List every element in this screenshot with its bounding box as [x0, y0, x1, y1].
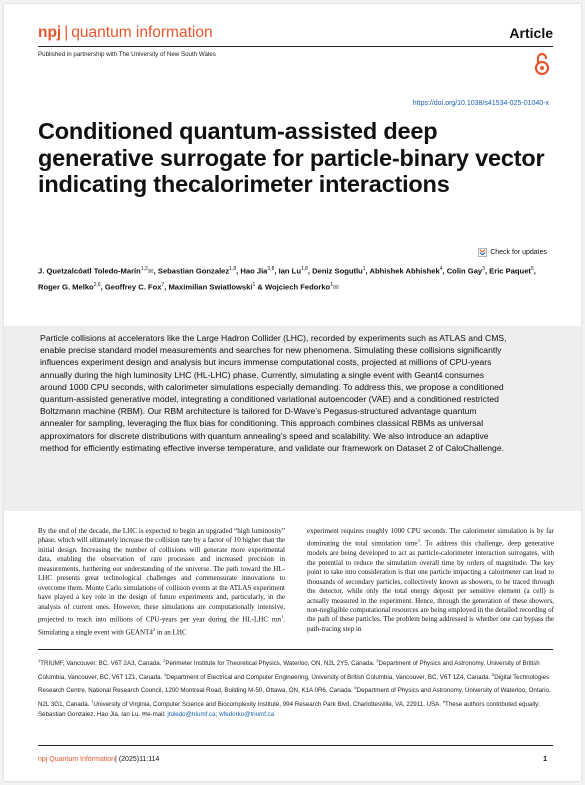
author-name[interactable]: Deniz Sogutlu [312, 266, 363, 276]
author-name[interactable]: Abhishek Abhishek [369, 266, 440, 276]
author-affiliation-ref: 1 [330, 281, 333, 288]
journal-name: quantum information [71, 24, 213, 41]
body-text: . To address this challenge, deep generative models are being developed to act as particle-calorimeter interaction surrogates, with the potential to reduce the simulation overall time by orders of magnitude. The key point to take into consideration is that one particle impacting a calorimeter can lead to thousands of secondary particles, collectively known as showers, to be traced through the detector, while only the total energy deposit per sensitive element (a cell) is actually measured in the experiment. Hence, through the generation of these showers, non-negligible computational resources are being employed in the detailed recording of the path of these particles. The problem being addressed is whether one can bypass the path-tracing step in [307, 539, 554, 633]
author-name[interactable]: Roger G. Melko [38, 282, 94, 292]
affiliation-number: 6 [354, 685, 357, 691]
author-name[interactable]: Colin Gay [446, 266, 483, 276]
footer-journal[interactable]: npj Quantum Information [38, 756, 116, 763]
affiliations-rule [38, 649, 553, 650]
author-separator: , [442, 266, 447, 276]
author-affiliation-ref: 3,8 [267, 266, 275, 272]
open-access-icon[interactable] [534, 52, 550, 76]
article-type-label: Article [509, 25, 553, 41]
body-text: experiment requires roughly 1000 CPU seconds. The calorimeter simulation is by far dominating the total simulation time [307, 527, 554, 548]
email-label: e-mail: [147, 711, 168, 719]
email-icon[interactable]: ✉ [332, 284, 339, 292]
citation-ref[interactable]: 2 [152, 626, 156, 632]
partnership-note: Published in partnership with The University of New South Wales [38, 51, 216, 58]
author-affiliation-ref: 4 [439, 266, 443, 272]
affiliation-text: These authors contributed equally: Sebastian Gonzalez, Hao Jia, Ian Lu. [38, 700, 540, 719]
journal-separator: | [64, 24, 69, 41]
citation-ref[interactable]: 1 [280, 614, 284, 620]
body-column-left [38, 527, 285, 638]
footer-citation [38, 756, 159, 763]
affiliation-number: 3 [376, 658, 379, 663]
journal-brand: npj [38, 24, 62, 41]
body-text: . Simulating a single event with GEANT4 [38, 615, 285, 637]
journal-logo[interactable] [38, 24, 213, 42]
email-link[interactable]: jtoledo@triumf.ca [167, 711, 216, 719]
author-name[interactable]: Wojciech Fedorko [264, 282, 331, 292]
author-name[interactable]: Maximilian Swiatlowski [168, 282, 253, 292]
affiliation-number: 8 [442, 698, 445, 704]
citation-ref[interactable]: 3 [417, 538, 420, 544]
article-page [4, 4, 581, 781]
email-link[interactable]: wfedorko@triumf.ca [219, 711, 275, 719]
affiliations [38, 656, 554, 721]
affiliation-number: 4 [164, 671, 167, 677]
check-for-updates-button[interactable] [478, 248, 547, 257]
affiliation-text: Department of Physics and Astronomy, University of Waterloo, Ontario, N2L 3G1, Canada. [38, 687, 551, 708]
author-affiliation-ref: 1 [362, 266, 366, 272]
footer-rule [38, 745, 553, 746]
author-name[interactable]: Sebastian Gonzalez [157, 266, 230, 276]
body-text: By the end of the decade, the LHC is expected to begin an upgraded “high luminosity” phase, which will ultimately increase the collision rate by a factor of 10 higher than the initial design. Increasing the number of collisions will generate more experimental data, enabling the observation of rare processes and increased precision in measurements, furthering our understanding of the universe. The path toward the HL-LHC presents great technological challenges and commensurate innovations to overcome them. Monte Carlo simulations of collision events at the ATLAS experiment have played a key role in the design of future experiments and, particularly, in the analysis of current ones. However, these simulations are computationally intensive, projected to reach into millions of CPU-years per year during the HL-LHC run [38, 527, 285, 624]
affiliation-text: Department of Electrical and Computer Engineering, University of British Columbia, Vancouver, BC, V6T 1Z4, Canada. [166, 673, 493, 681]
body-text: in an LHC [155, 628, 187, 637]
author-affiliation-ref: 5 [530, 266, 534, 272]
email-icon[interactable]: ✉ [141, 711, 148, 719]
affiliation-text: Perimeter Institute for Theoretical Physics, Waterloo, ON, N2L 2Y5, Canada. [165, 660, 377, 668]
journal-header [38, 24, 553, 46]
affiliation-text: University of Virginia, Computer Science and Biocomplexity Institute, 994 Research Park Blvd, Charlottesville, VA, 22911, USA. [93, 700, 443, 708]
author-name[interactable]: Geoffrey C. Fox [104, 282, 162, 292]
affiliation-number: 1 [38, 658, 41, 663]
author-name[interactable]: J. Quetzalcóatl Toledo-Marín [38, 266, 141, 276]
author-affiliation-ref: 1,2 [140, 266, 148, 272]
affiliation-text: Department of Physics and Astronomy, University of British Columbia, Vancouver, BC, V6T 1Z1, Canada. [38, 660, 540, 681]
abstract-text: Particle collisions at accelerators like the Large Hadron Collider (LHC), recorded by experiments such as ATLAS and CMS, enable precise standard model measurements and searches for new phenomena. Simulating these collisions significantly influences experiment design and analysis but incurs immense computational costs, projected at millions of CPU-years annually during the high luminosity LHC (HL-LHC) phase. Currently, simulating a single event with Geant4 consumes around 1000 CPU seconds, with calorimeter simulations especially demanding. To address this, we propose a conditioned quantum-assisted generative model, integrating a conditioned variational autoencoder (VAE) and a conditioned restricted Boltzmann machine (RBM). Our RBM architecture is tailored for D-Wave’s Pegasus-structured advantage quantum annealer for sampling, leveraging the flux bias for conditioning. This approach combines classical RBMs as universal approximators for discrete distributions with quantum annealing’s speed and scalability. We also introduce an adaptive method for efficiently estimating effective inverse temperature, and validate our framework on Dataset 2 of CaloChallenge. [40, 333, 507, 453]
author-separator: , [484, 266, 490, 276]
author-separator: , [164, 282, 169, 292]
author-affiliation-ref: 1,8 [300, 266, 308, 272]
check-updates-icon [478, 248, 487, 257]
article-title: Conditioned quantum-assisted deep generative surrogate for particle-binary vector indicating thecalorimeter interactions [38, 118, 545, 197]
footer-volume: (2025)11:114 [118, 756, 160, 763]
author-separator: , [100, 282, 105, 292]
doi-link[interactable]: https://doi.org/10.1038/s41534-025-01040-x [412, 100, 549, 107]
affiliation-number: 2 [163, 658, 166, 663]
author-separator: , [365, 266, 370, 276]
footer-separator: | [115, 756, 117, 763]
author-affiliation-ref: 3 [482, 266, 485, 272]
affiliation-text: Digital Technologies Research Centre, National Research Council, 1200 Montreal Road, Building M-50, Ottawa, ON, K1A 0R6, Canada. [38, 673, 550, 695]
author-separator: & [255, 282, 265, 292]
author-affiliation-ref: 1 [252, 281, 256, 288]
page-number: 1 [543, 756, 547, 763]
body-column-right [307, 527, 554, 634]
author-separator: , [274, 266, 279, 276]
affiliation-text: TRIUMF, Vancouver, BC, V6T 2A3, Canada. [40, 660, 164, 668]
author-affiliation-ref: 7 [161, 281, 165, 288]
author-name[interactable]: Hao Jia [240, 266, 268, 276]
author-affiliation-ref: 2,6 [93, 281, 101, 288]
author-list [38, 263, 553, 294]
email-separator: ; [215, 711, 220, 719]
author-separator: , [307, 266, 313, 276]
author-separator: , [153, 266, 158, 276]
email-icon[interactable]: ✉ [147, 268, 154, 276]
affiliation-number: 7 [91, 698, 94, 704]
author-separator: , [236, 266, 241, 276]
author-affiliation-ref: 1,8 [229, 266, 237, 272]
author-name[interactable]: Eric Paquet [489, 266, 531, 276]
affiliation-number: 5 [492, 671, 495, 677]
author-name[interactable]: Ian Lu [278, 266, 301, 276]
header-rule [38, 46, 553, 47]
author-separator: , [533, 266, 536, 276]
check-updates-label: Check for updates [490, 249, 547, 256]
